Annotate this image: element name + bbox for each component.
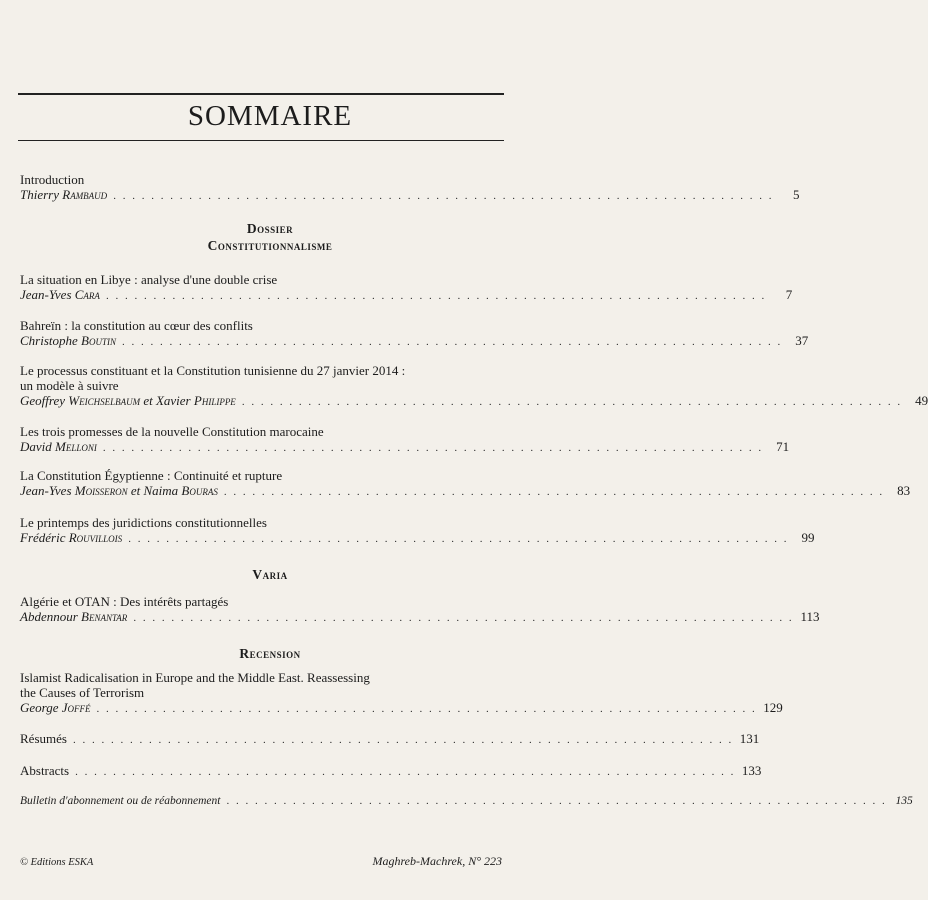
entry-author: Jean-Yves Moisseron et Naima Bouras	[20, 483, 218, 498]
toc-entry-introduction[interactable]	[20, 172, 800, 204]
entry-title: La Constitution Égyptienne : Continuité et rupture	[20, 468, 283, 483]
entry-title: Résumés	[20, 731, 67, 746]
entry-page: 133	[741, 763, 762, 778]
leader-dots: . . . . . . . . . . . . . . . . . . . . . . . . . . . . . . . . . . . . . . . . . . . . . . . . . . . . . . . . . . . . . . . . . . . . . .	[223, 486, 885, 498]
entry-page: 71	[776, 439, 790, 454]
section-heading-constitutionnalisme: Constitutionnalisme	[207, 238, 333, 253]
entry-title: Islamist Radicalisation in Europe and the Middle East. Reassessing	[20, 670, 370, 685]
entry-title-line2: the Causes of Terrorism	[20, 685, 145, 700]
entry-title: Les trois promesses de la nouvelle Constitution marocaine	[20, 424, 324, 439]
toc-entry[interactable]	[20, 318, 809, 350]
leader-dots: . . . . . . . . . . . . . . . . . . . . . . . . . . . . . . . . . . . . . . . . . . . . . . . . . . . . . . . . . . . . . . . . . . . . . .	[102, 442, 764, 454]
leader-dots: . . . . . . . . . . . . . . . . . . . . . . . . . . . . . . . . . . . . . . . . . . . . . . . . . . . . . . . . . . . . . . . . . . . . . .	[75, 766, 736, 778]
toc-entry[interactable]	[20, 424, 790, 456]
entry-author: David Melloni	[20, 439, 97, 454]
entry-page: 113	[800, 609, 820, 624]
entry-page: 131	[739, 731, 760, 746]
toc-entry-abstracts[interactable]	[20, 763, 762, 780]
title-rule	[18, 140, 504, 141]
section-heading-varia: Varia	[252, 567, 288, 582]
toc-entry-bulletin[interactable]	[20, 794, 913, 809]
entry-title-line2: un modèle à suivre	[20, 378, 119, 393]
toc-entry[interactable]	[20, 363, 928, 410]
entry-page: 7	[785, 287, 793, 302]
leader-dots: . . . . . . . . . . . . . . . . . . . . . . . . . . . . . . . . . . . . . . . . . . . . . . . . . . . . . . . . . . . . . . . . . . . . . .	[133, 612, 794, 624]
leader-dots: . . . . . . . . . . . . . . . . . . . . . . . . . . . . . . . . . . . . . . . . . . . . . . . . . . . . . . . . . . . . . . . . . . . . . .	[72, 734, 734, 746]
footer-journal: Maghreb-Machrek, N° 223	[372, 854, 502, 868]
section-heading-recension: Recension	[239, 646, 301, 661]
entry-title: La situation en Libye : analyse d'une double crise	[20, 272, 278, 287]
entry-author: Abdennour Benantar	[20, 609, 128, 624]
toc-entry[interactable]	[20, 515, 815, 547]
entry-author: Thierry Rambaud	[20, 187, 108, 202]
entry-page: 37	[795, 333, 809, 348]
entry-page: 5	[792, 187, 800, 202]
entry-author: Jean-Yves Cara	[20, 287, 100, 302]
toc-entry-resumes[interactable]	[20, 731, 760, 748]
entry-author: George Joffé	[20, 700, 91, 715]
leader-dots: . . . . . . . . . . . . . . . . . . . . . . . . . . . . . . . . . . . . . . . . . . . . . . . . . . . . . . . . . . . . . . . . . . . . . .	[128, 533, 789, 545]
toc-entry[interactable]	[20, 272, 793, 304]
entry-page: 135	[895, 795, 913, 807]
entry-author: Christophe Boutin	[20, 333, 116, 348]
entry-page: 49	[915, 393, 928, 408]
entry-page: 99	[801, 530, 815, 545]
entry-title: Bulletin d'abonnement ou de réabonnement	[20, 795, 221, 807]
footer-publisher: © Editions ESKA	[20, 857, 94, 868]
leader-dots: . . . . . . . . . . . . . . . . . . . . . . . . . . . . . . . . . . . . . . . . . . . . . . . . . . . . . . . . . . . . . . . . . . . . . .	[241, 396, 903, 408]
section-heading-dossier: Dossier	[246, 221, 294, 236]
entry-title: Le processus constituant et la Constitution tunisienne du 27 janvier 2014 :	[20, 363, 406, 378]
leader-dots: . . . . . . . . . . . . . . . . . . . . . . . . . . . . . . . . . . . . . . . . . . . . . . . . . . . . . . . . . . . . . . . . . . . . . .	[226, 795, 887, 807]
toc-entry[interactable]	[20, 670, 783, 717]
entry-title: Abstracts	[20, 763, 70, 778]
leader-dots: . . . . . . . . . . . . . . . . . . . . . . . . . . . . . . . . . . . . . . . . . . . . . . . . . . . . . . . . . . . . . . . . . . . . . .	[105, 290, 767, 302]
leader-dots: . . . . . . . . . . . . . . . . . . . . . . . . . . . . . . . . . . . . . . . . . . . . . . . . . . . . . . . . . . . . . . . . . . . . . .	[96, 703, 757, 715]
entry-author: Frédéric Rouvillois	[20, 530, 123, 545]
entry-title: Bahreïn : la constitution au cœur des conflits	[20, 318, 253, 333]
toc-entry[interactable]	[20, 594, 820, 626]
leader-dots: . . . . . . . . . . . . . . . . . . . . . . . . . . . . . . . . . . . . . . . . . . . . . . . . . . . . . . . . . . . . . . . . . . . . . .	[122, 336, 783, 348]
top-rule	[18, 93, 504, 95]
entry-title: Introduction	[20, 172, 85, 187]
entry-title: Le printemps des juridictions constitutionnelles	[20, 515, 267, 530]
leader-dots: . . . . . . . . . . . . . . . . . . . . . . . . . . . . . . . . . . . . . . . . . . . . . . . . . . . . . . . . . . . . . . . . . . . . . .	[113, 190, 774, 202]
entry-page: 129	[763, 700, 783, 715]
toc-entry[interactable]	[20, 468, 911, 500]
page-title: SOMMAIRE	[187, 100, 353, 132]
entry-page: 83	[897, 483, 911, 498]
entry-author: Geoffrey Weichselbaum et Xavier Philippe	[20, 393, 236, 408]
entry-title: Algérie et OTAN : Des intérêts partagés	[20, 594, 229, 609]
